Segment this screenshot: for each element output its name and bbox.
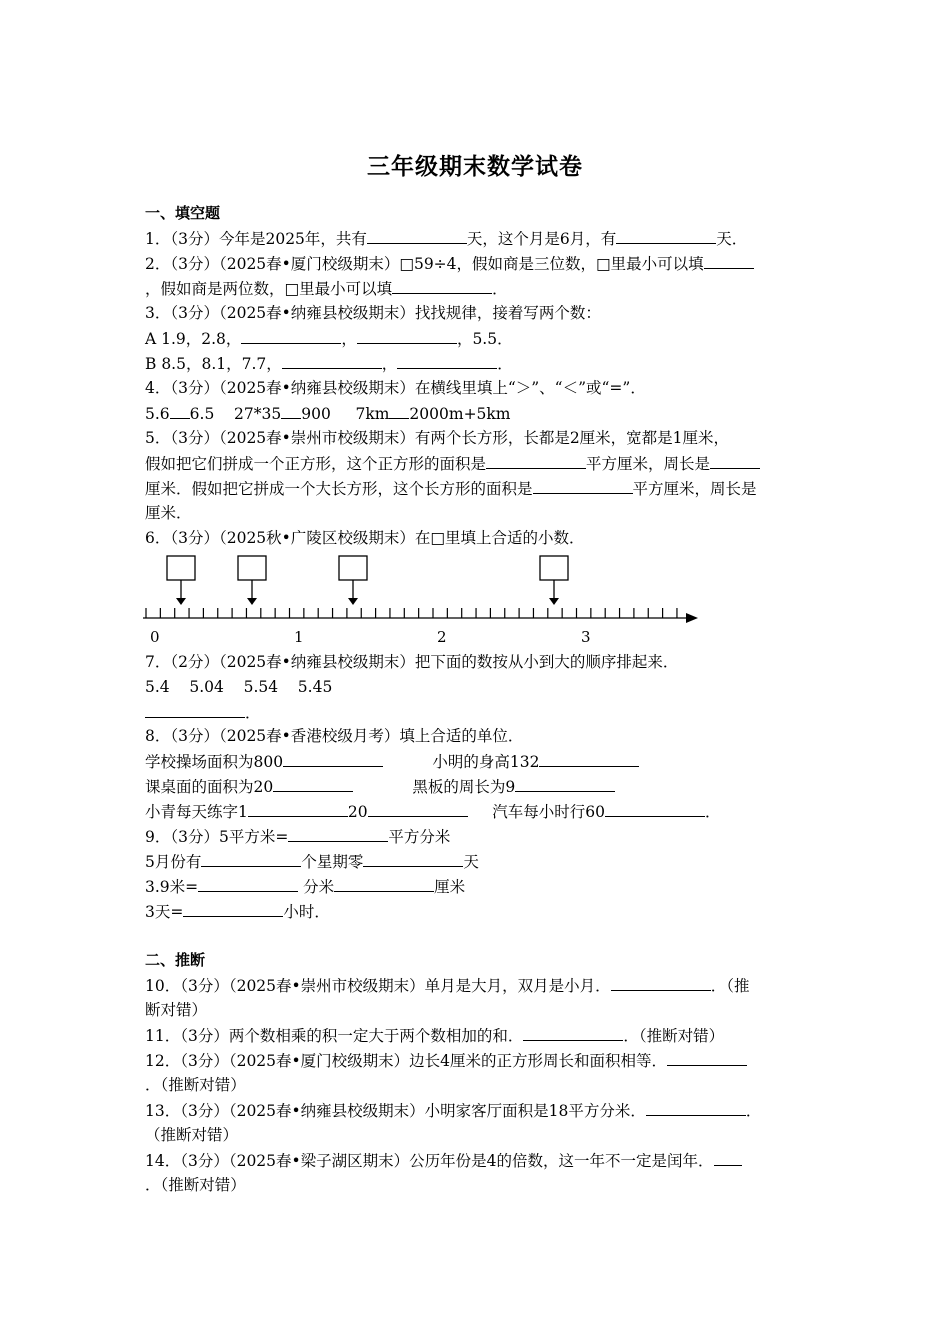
answer-blank[interactable]: [201, 851, 301, 867]
answer-blank[interactable]: [281, 403, 301, 419]
question-5-line3: 厘米．假如把它拼成一个大长方形，这个长方形的面积是 平方厘米，周长是: [145, 480, 757, 498]
answer-blank[interactable]: [397, 353, 497, 369]
answer-box[interactable]: [540, 556, 568, 580]
question-10-cont: 断对错）: [145, 1001, 208, 1019]
question-11: 11．（3分）两个数相乘的积一定大于两个数相加的和． ．（推断对错）: [145, 1027, 725, 1045]
question-3: 3．（3分）（2025春•纳雍县校级期末）找找规律，接着写两个数：: [145, 304, 601, 322]
question-3-row-b: B 8.5，8.1，7.7， ， ．: [145, 355, 513, 373]
answer-blank[interactable]: [392, 278, 492, 294]
answer-box[interactable]: [167, 556, 195, 580]
question-14-cont: ．（推断对错）: [145, 1176, 246, 1194]
question-7-answer: ．: [145, 702, 261, 723]
question-6: 6．（3分）（2025秋•广陵区校级期末）在□里填上合适的小数．: [145, 529, 585, 547]
answer-blank[interactable]: [282, 353, 382, 369]
question-5-line4: 厘米．: [145, 504, 192, 522]
answer-blank[interactable]: [248, 801, 348, 817]
answer-blank[interactable]: [273, 776, 353, 792]
answer-blank[interactable]: [523, 1025, 623, 1041]
answer-blank[interactable]: [486, 453, 586, 469]
question-12: 12．（3分）（2025春•厦门校级期末）边长4厘米的正方形周长和面积相等．: [145, 1050, 747, 1071]
question-5-line2: 假如把它们拼成一个正方形，这个正方形的面积是 平方厘米，周长是: [145, 453, 760, 474]
answer-blank[interactable]: [710, 453, 760, 469]
question-12-cont: ．（推断对错）: [145, 1076, 246, 1094]
answer-blank[interactable]: [667, 1050, 747, 1066]
answer-blank[interactable]: [288, 826, 388, 842]
answer-blank[interactable]: [198, 876, 298, 892]
page-title: 三年级期末数学试卷: [367, 154, 583, 180]
answer-blank[interactable]: [611, 975, 711, 991]
answer-blank[interactable]: [714, 1150, 742, 1166]
tick-label: 1: [294, 628, 304, 646]
answer-blank[interactable]: [368, 801, 468, 817]
question-13-cont: （推断对错）: [145, 1126, 239, 1144]
answer-blank[interactable]: [357, 328, 457, 344]
answer-blank[interactable]: [363, 851, 463, 867]
question-3-row-a: A 1.9，2.8， ， ，5.5．: [145, 330, 513, 348]
question-9-row4: 3天= 小时．: [145, 903, 330, 921]
section-heading-fill: 一、填空题: [145, 204, 221, 222]
question-8: 8．（3分）（2025春•香港校级月考）填上合适的单位．: [145, 727, 524, 745]
answer-blank[interactable]: [170, 403, 190, 419]
section-heading-judge: 二、推断: [145, 951, 206, 969]
question-7-numbers: 5.4 5.04 5.54 5.45: [145, 678, 333, 696]
tick-label: 3: [581, 628, 591, 646]
question-4: 4．（3分）（2025春•纳雍县校级期末）在横线里填上“＞”、“＜”或“=”．: [145, 379, 646, 397]
question-9: 9．（3分）5平方米= 平方分米: [145, 828, 451, 846]
answer-blank[interactable]: [704, 253, 754, 269]
answer-blank[interactable]: [145, 702, 245, 718]
question-10: 10．（3分）（2025春•崇州市校级期末）单月是大月，双月是小月． ．（推: [145, 977, 750, 995]
answer-blank[interactable]: [241, 328, 341, 344]
answer-blank[interactable]: [283, 751, 383, 767]
answer-blank[interactable]: [367, 228, 467, 244]
answer-blank[interactable]: [533, 478, 633, 494]
answer-box[interactable]: [238, 556, 266, 580]
answer-blank[interactable]: [616, 228, 716, 244]
axis-arrow: [686, 613, 698, 623]
question-4-items: 5.6 6.5 27*35 900 7km 2000m+5km: [145, 405, 511, 423]
answer-blank[interactable]: [605, 801, 705, 817]
tick-label: 2: [437, 628, 447, 646]
answer-blank[interactable]: [183, 901, 283, 917]
question-13: 13．（3分）（2025春•纳雍县校级期末）小明家客厅面积是18平方分米． ．: [145, 1102, 762, 1120]
question-14: 14．（3分）（2025春•梁子湖区期末）公历年份是4的倍数，这一年不一定是闰年．: [145, 1150, 742, 1171]
tick-label: 0: [150, 628, 160, 646]
question-9-row2: 5月份有 个星期零 天: [145, 853, 479, 871]
answer-blank[interactable]: [515, 776, 615, 792]
answer-blank[interactable]: [389, 403, 409, 419]
answer-blank[interactable]: [539, 751, 639, 767]
question-9-row3: 3.9米= 分米 厘米: [145, 878, 466, 896]
answer-box[interactable]: [339, 556, 367, 580]
number-line-figure: [140, 552, 710, 652]
question-5: 5．（3分）（2025春•崇州市校级期末）有两个长方形，长都是2厘米，宽都是1厘米，: [145, 429, 730, 447]
answer-blank[interactable]: [334, 876, 434, 892]
answer-blank[interactable]: [646, 1100, 746, 1116]
question-8-row1: 学校操场面积为800 小明的身高132: [145, 751, 639, 772]
question-2: 2．（3分）（2025春•厦门校级期末）□59÷4，假如商是三位数，□里最小可以填: [145, 253, 754, 274]
question-8-row2: 课桌面的面积为20 黑板的周长为9: [145, 776, 615, 797]
question-8-row3: 小青每天练字1 20 汽车每小时行60 ．: [145, 803, 721, 821]
question-7: 7．（2分）（2025春•纳雍县校级期末）把下面的数按从小到大的顺序排起来．: [145, 653, 679, 671]
question-1: 1．（3分）今年是2025年，共有 天，这个月是6月，有 天．: [145, 230, 748, 248]
question-2-cont: ，假如商是两位数，□里最小可以填 ．: [145, 280, 508, 298]
